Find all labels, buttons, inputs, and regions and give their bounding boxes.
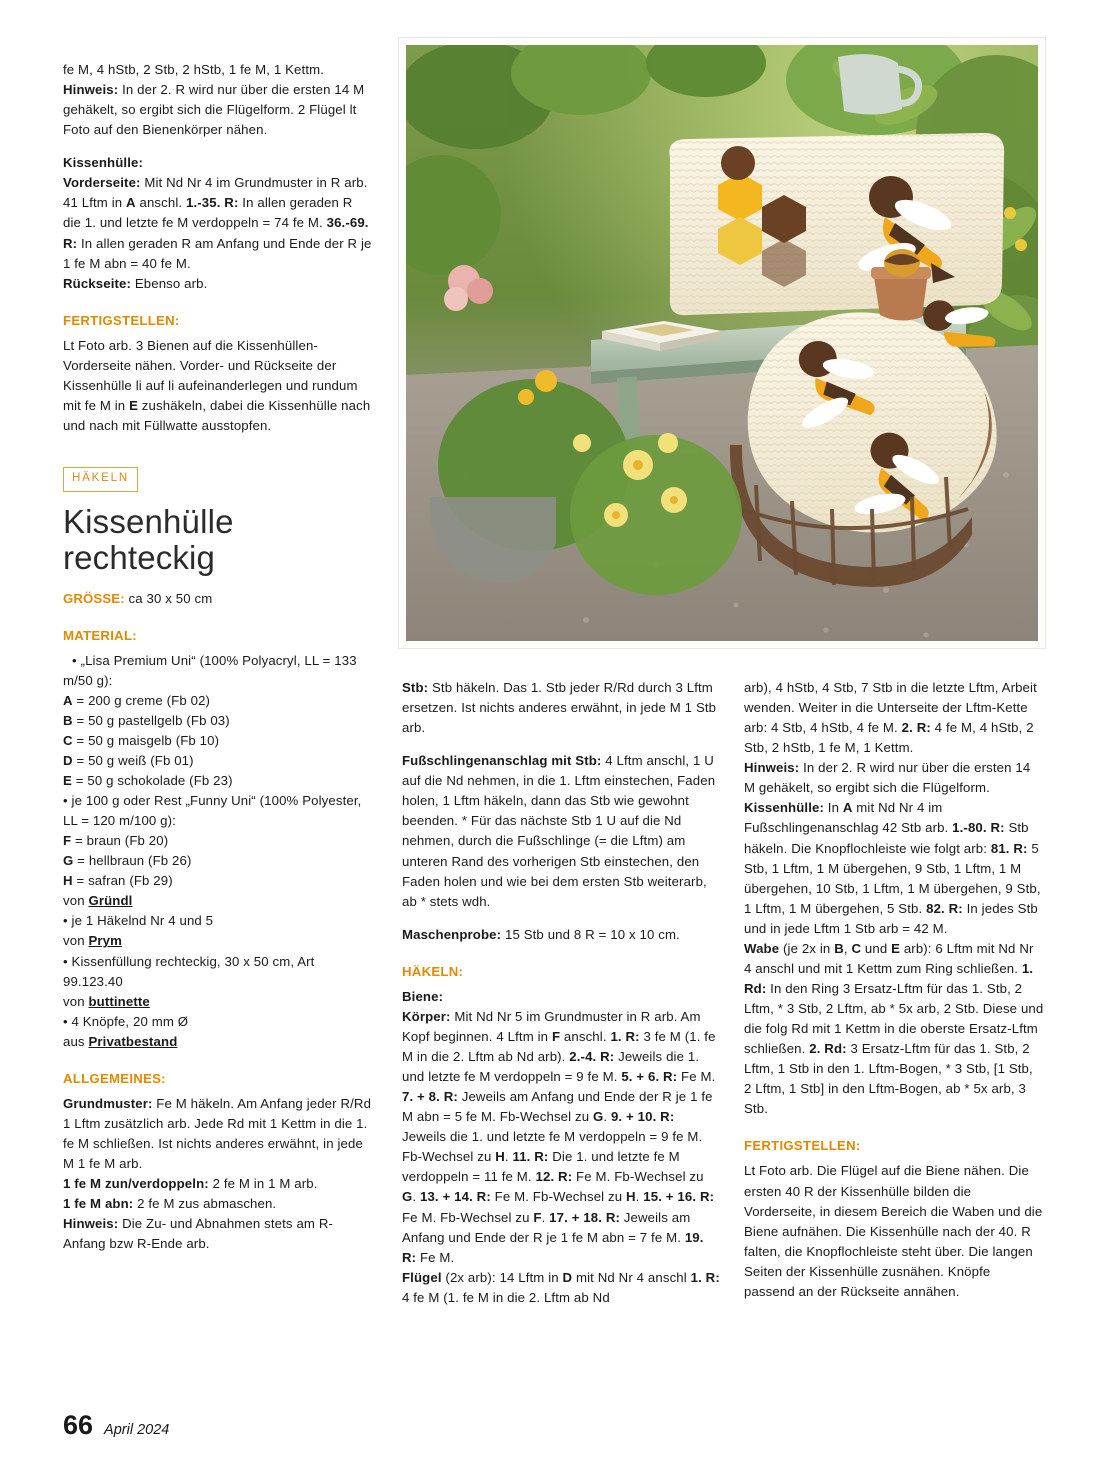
wabe-text-1: (je 2x in [779, 940, 835, 956]
paragraph-continued [63, 60, 373, 80]
zunahme-paragraph [63, 1174, 373, 1194]
vorderseite-text-4: In allen geraden R am Anfang und Ende der R je 1 fe M abn = 40 fe M. [63, 235, 372, 271]
material-item-text: • 4 Knöpfe, 20 mm Ø [63, 1013, 189, 1029]
fluegel-row-2-text: 4 fe M, 4 hStb, 2 Stb, 2 hStb, 1 fe M, 1 Kettm. [744, 720, 1034, 756]
supplier-prefix: von [63, 993, 89, 1009]
fluegel-continued-paragraph [744, 678, 1044, 758]
row-range-1-80: 1.-80. R: [952, 820, 1005, 836]
zunahme-text: 2 fe M in 1 M arb. [208, 1176, 318, 1192]
row-13-14-text: Fe M. Fb-Wechsel zu [490, 1189, 627, 1205]
yarn-code-g-2: G [402, 1189, 413, 1205]
page-number: 66 [63, 1410, 94, 1440]
row-17-18-label: 17. + 18. R: [549, 1209, 621, 1225]
row-19-label: 19. R: [402, 1229, 704, 1265]
page-title [63, 504, 373, 578]
wabe-label: Wabe [744, 940, 780, 956]
stb-paragraph [402, 678, 720, 738]
fluegel-text-2: mit Nd Nr 4 anschl [572, 1269, 691, 1285]
vorderseite-paragraph [63, 173, 373, 273]
fluegel-paragraph [402, 1268, 720, 1308]
hinweis2-label: Hinweis: [63, 1216, 119, 1232]
material-item [63, 1012, 373, 1032]
yarn-code-f: F [551, 1028, 561, 1044]
rueckseite-paragraph [63, 274, 373, 294]
row-2-4-text: Jeweils die 1. und letzte fe M verdoppeln = 9 fe M. [402, 1049, 700, 1085]
punct: . [412, 1189, 420, 1205]
grundmuster-paragraph [63, 1094, 373, 1174]
fertigstellen-paragraph [63, 336, 373, 436]
material-item-text: • Kissenfüllung rechteckig, 30 x 50 cm, Art 99.123.40 [63, 953, 315, 989]
conjunction: und [861, 940, 892, 956]
material-item-text: = 50 g maisgelb (Fb 10) [72, 732, 220, 748]
row-range-36-69: 36.-69. R: [63, 215, 369, 251]
supplier-name: Privatbestand [88, 1033, 178, 1049]
material-item [63, 791, 373, 831]
material-item [63, 831, 373, 851]
hinweis2-text: Die Zu- und Abnahmen stets am R-Anfang bzw R-Ende arb. [63, 1216, 333, 1252]
row-17-18-text: Jeweils am Anfang und Ende der R je 1 fe M abn = 7 fe M. [402, 1209, 691, 1245]
hinweis-text: In der 2. R wird nur über die ersten 14 M gehäkelt, so ergibt sich die Flügelform. 2 Flügel lt Foto auf den Bienenkörper nähen. [63, 82, 365, 138]
page-title-line-2: rechteckig [63, 539, 216, 577]
grundmuster-text: Fe M häkeln. Am Anfang jeder R/Rd 1 Lftm zusätzlich arb. Jede Rd mit 1 Kettm in die 1. fe M schließen. Ist nichts anderes erwähnt, in jede M 1 fe M arb. [63, 1095, 372, 1172]
material-item [63, 691, 373, 711]
groesse-value: ca 30 x 50 cm [124, 591, 213, 607]
row-7-8-text: Jeweils am Anfang und Ende der R je 1 fe M abn = 5 fe M. Fb-Wechsel zu [402, 1089, 713, 1125]
material-item [63, 731, 373, 751]
row-1-text: 3 fe M (1. fe M in die 2. Lftm ab Nd arb). [402, 1028, 716, 1064]
column-left [63, 60, 373, 1254]
fluegel-label: Flügel [402, 1269, 442, 1285]
row-15-16-text: Fe M. Fb-Wechsel zu [402, 1209, 534, 1225]
fluegel-row-1-label: 1. R: [690, 1269, 720, 1285]
material-item [63, 751, 373, 771]
row-range-1-35: 1.-35. R: [186, 195, 239, 211]
round-2-text: 3 Ersatz-Lftm für das 1. Stb, 2 Lftm, 1 Stb in den 1. Lftm-Bogen, * 3 Stb, [1 Stb, 2 Lftm, 1 Stb] in den Lftm-Bogen, ab * 5x arb, 3 Stb. [744, 1041, 1033, 1117]
hinweis-label: Hinweis: [744, 760, 800, 776]
fluegel-row-2-label: 2. R: [901, 720, 931, 736]
material-item-text: = 50 g pastellgelb (Fb 03) [72, 712, 230, 728]
punct: . [635, 1189, 644, 1205]
kissenhuelle-text-2: mit Nd Nr 4 im Fußschlingenanschlag 42 Stb arb. [744, 800, 953, 836]
punct: . [541, 1209, 550, 1225]
koerper-text-2: anschl. [560, 1028, 611, 1044]
heading-material: MATERIAL: [63, 627, 137, 643]
paragraph-continued-text: fe M, 4 hStb, 2 Stb, 2 hStb, 1 fe M, 1 Kettm. [63, 62, 325, 77]
grundmuster-label: Grundmuster: [63, 1095, 153, 1111]
biene-label-line [402, 987, 720, 1007]
supplier-prefix: aus [63, 1033, 89, 1049]
round-2-label: 2. Rd: [809, 1041, 847, 1057]
material-item-code: G [63, 853, 74, 869]
vorderseite-text-2: anschl. [135, 195, 186, 211]
fertigstellen-text: Lt Foto arb. Die Flügel auf die Biene nähen. Die ersten 40 R der Kissenhülle bilden die Vorderseite, in diesem Bereich die Waben und die Biene aufnähen. Die Kissenhülle nach der 40. R falten, die Knopflochleiste steht über. Die langen Seiten der Kissenhülle zusnähen. Knöpfe passend an der Rückseite annähen. [744, 1163, 1043, 1299]
column-right [744, 678, 1044, 1302]
fussschlingen-paragraph [402, 751, 720, 912]
yarn-code-a: A [126, 195, 136, 211]
supplier-prym [63, 931, 373, 951]
material-item [63, 851, 373, 871]
koerper-paragraph [402, 1007, 720, 1268]
hinweis-text: In der 2. R wird nur über die ersten 14 M gehäkelt, so ergibt sich die Flügelform. [744, 760, 1031, 796]
kissenhuelle-label: Kissenhülle: [63, 155, 143, 171]
rueckseite-text: Ebenso arb. [131, 275, 208, 291]
column-middle [402, 678, 720, 1308]
row-81-text: 5 Stb, 1 Lftm, 1 M übergehen, 9 Stb, 1 Lftm, 1 M übergehen, 10 Stb, 1 Lftm, 1 M übergehen, 9 Stb, 1 Lftm, 1 M übergehen, 5 Stb. [744, 840, 1041, 916]
heading-allgemeines: ALLGEMEINES: [63, 1070, 166, 1086]
row-9-10-text: Jeweils die 1. und letzte fe M verdoppeln = 9 fe M. Fb-Wechsel zu [402, 1129, 703, 1165]
row-5-6-text: Fe M. [677, 1069, 716, 1085]
wabe-paragraph [744, 939, 1044, 1120]
kissenhuelle-label: Kissenhülle: [744, 800, 824, 816]
kissenhuelle-text-1: In [824, 800, 843, 816]
groesse-label: GRÖSSE: [63, 591, 125, 607]
supplier-gruendl [63, 891, 373, 911]
rueckseite-label: Rückseite: [63, 275, 132, 291]
supplier-buttinette [63, 992, 373, 1012]
material-item [63, 871, 373, 891]
yarn-code-d: D [562, 1269, 573, 1285]
row-12-label: 12. R: [535, 1169, 573, 1185]
punct: . [603, 1109, 611, 1125]
material-item-text: • „Lisa Premium Uni“ (100% Polyacryl, LL = 133 m/50 g): [63, 652, 357, 688]
row-82-label: 82. R: [926, 900, 963, 916]
page-title-line-1: Kissenhülle [63, 502, 234, 540]
yarn-code-b: B [834, 940, 844, 956]
material-item-text: = 200 g creme (Fb 02) [72, 692, 211, 708]
groesse-paragraph [63, 589, 373, 609]
material-item-text: = 50 g schokolade (Fb 23) [71, 772, 233, 788]
zunahme-label: 1 fe M zun/verdoppeln: [63, 1176, 209, 1192]
fluegel-continued-text: arb), 4 hStb, 4 Stb, 7 Stb in die letzte Lftm, Arbeit wenden. Weiter in die Unterseite der Lftm-Kette arb: 4 Stb, 4 hStb, 4 fe M. [744, 680, 1037, 736]
heading-fertigstellen: FERTIGSTELLEN: [63, 312, 180, 328]
material-item-text: = safran (Fb 29) [72, 873, 173, 889]
yarn-code-e: E [891, 940, 901, 956]
supplier-prefix: von [63, 933, 89, 949]
vorderseite-text-1: Mit Nd Nr 4 im Grundmuster in R arb. 41 Lftm in [63, 175, 368, 211]
stb-label: Stb: [402, 680, 429, 695]
category-tag-haekeln: HÄKELN [63, 467, 138, 491]
abnahme-text: 2 fe M zus abmaschen. [133, 1196, 277, 1212]
row-1-label: 1. R: [610, 1028, 640, 1044]
round-1-label: 1. Rd: [744, 960, 1034, 996]
row-9-10-label: 9. + 10. R: [610, 1109, 675, 1125]
round-1-text: In den Ring 3 Ersatz-Lftm für das 1. Stb, 2 Lftm, * 3 Stb, 2 Lftm, ab * 5x arb, 2 Stb. Diese und die folg Rd mit 1 Kettm in die oberste Ersatz-Lftm schließen. [744, 980, 1044, 1057]
material-item [63, 771, 373, 791]
material-item-text: • je 100 g oder Rest „Funny Uni“ (100% Polyester, LL = 120 m/100 g): [63, 793, 362, 829]
yarn-code-f-2: F [533, 1209, 542, 1225]
maschenprobe-text: 15 Stb und 8 R = 10 x 10 cm. [501, 926, 680, 942]
yarn-code-e: E [129, 397, 139, 413]
supplier-name: Gründl [88, 893, 133, 909]
row-11-label: 11. R: [512, 1149, 549, 1165]
page-footer [63, 1410, 169, 1441]
photo-crochet-pillows [406, 45, 1038, 641]
hinweis2-paragraph [63, 1214, 373, 1254]
stb-text: Stb häkeln. Das 1. Stb jeder R/Rd durch 3 Lftm ersetzen. Ist nichts anderes erwähnt, in jede M 1 Stb arb. [402, 680, 717, 736]
supplier-prefix: von [63, 893, 89, 909]
vorderseite-label: Vorderseite: [63, 175, 141, 191]
material-item [63, 911, 373, 931]
material-item-code: C [63, 732, 73, 748]
fertigstellen-text-1: Lt Foto arb. 3 Bienen auf die Kissenhüllen-Vorderseite nähen. Vorder- und Rückseite der Kissenhülle li auf li aufeinanderlegen und rundum mit fe M in [63, 337, 358, 413]
yarn-code-a: A [842, 800, 853, 816]
row-12-text: Fe M. Fb-Wechsel zu [572, 1169, 704, 1185]
fluegel-row-1-text: 4 fe M (1. fe M in die 2. Lftm ab Nd [402, 1289, 610, 1305]
material-item-code: E [63, 772, 72, 788]
material-item-code: H [63, 873, 73, 889]
supplier-name: Prym [88, 933, 122, 949]
yarn-code-h: H [495, 1149, 505, 1165]
punct: . [504, 1149, 513, 1165]
row-11-text: Die 1. und letzte fe M verdoppeln = 11 fe M. [402, 1149, 680, 1185]
abnahme-paragraph [63, 1194, 373, 1214]
material-item-text: = hellbraun (Fb 26) [73, 853, 192, 869]
yarn-code-g: G [592, 1109, 604, 1125]
heading-fertigstellen: FERTIGSTELLEN: [744, 1138, 861, 1154]
material-item [63, 711, 373, 731]
vorderseite-text-3: In allen geraden R die 1. und letzte fe M verdoppeln = 74 fe M. [63, 195, 353, 231]
material-item-text: = 50 g weiß (Fb 01) [72, 752, 194, 768]
yarn-code-c: C [851, 940, 862, 956]
supplier-name: buttinette [88, 993, 150, 1009]
abnahme-label: 1 fe M abn: [63, 1196, 134, 1212]
material-item-code: B [63, 712, 73, 728]
supplier-privatbestand [63, 1032, 373, 1052]
koerper-text-1: Mit Nd Nr 5 im Grundmuster in R arb. Am Kopf beginnen. 4 Lftm in [402, 1008, 701, 1044]
row-range-1-80-text: Stb häkeln. Die Knopflochleiste wie folgt arb: [744, 820, 1029, 856]
fertigstellen-text-2: zushäkeln, dabei die Kissenhülle nach und nach mit Füllwatte ausstopfen. [63, 397, 371, 433]
hinweis-paragraph [744, 758, 1044, 798]
material-item-code: F [63, 833, 72, 849]
material-item-code: D [63, 752, 73, 768]
yarn-code-h-2: H [626, 1189, 636, 1205]
row-7-8-label: 7. + 8. R: [402, 1089, 458, 1105]
hinweis-paragraph [63, 80, 373, 140]
issue-date: April 2024 [104, 1422, 170, 1438]
fussschlingen-text: 4 Lftm anschl, 1 U auf die Nd nehmen, in die 1. Lftm einstechen, Faden holen, 1 Lftm häkeln, dann das Stb wie gewohnt beenden. * Für das nächste Stb 1 U auf die Nd nehmen, durch die Fußschlinge (= die Lftm) am unteren Rand des vorherigen Stb einstechen, den Faden holen und wie bei dem ersten Stb weiterarb, ab * stets wdh. [402, 753, 716, 909]
fluegel-text-1: (2x arb): 14 Lftm in [441, 1269, 563, 1285]
fussschlingen-label: Fußschlingenanschlag mit Stb: [402, 753, 602, 769]
row-5-6-label: 5. + 6. R: [621, 1069, 678, 1085]
fertigstellen-paragraph [744, 1161, 1044, 1301]
material-item-code: A [63, 692, 73, 708]
punct: , [843, 940, 852, 956]
koerper-label: Körper: [402, 1008, 451, 1024]
kissenhuelle-paragraph [744, 798, 1044, 938]
row-2-4-label: 2.-4. R: [569, 1049, 615, 1064]
maschenprobe-paragraph [402, 925, 720, 945]
heading-haekeln: HÄKELN: [402, 963, 464, 979]
material-item-text: = braun (Fb 20) [71, 833, 169, 849]
wabe-text-2: arb): 6 Lftm mit Nd Nr 4 anschl und mit 1 Kettm zum Ring schließen. [744, 940, 1034, 976]
row-19-text: Fe M. [416, 1249, 455, 1265]
row-13-14-label: 13. + 14. R: [419, 1189, 491, 1205]
maschenprobe-label: Maschenprobe: [402, 926, 502, 942]
hinweis-label: Hinweis: [63, 82, 119, 98]
row-82-text: In jedes Stb und in jede Lftm 1 Stb arb = 42 M. [744, 900, 1038, 936]
row-15-16-label: 15. + 16. R: [643, 1189, 715, 1205]
material-item [63, 651, 373, 691]
kissenhuelle-label-line [63, 153, 373, 173]
biene-label: Biene: [402, 988, 444, 1004]
photo-frame [399, 38, 1045, 648]
material-item-text: • je 1 Häkelnd Nr 4 und 5 [63, 913, 214, 929]
material-item [63, 952, 373, 992]
row-81-label: 81. R: [990, 840, 1028, 856]
